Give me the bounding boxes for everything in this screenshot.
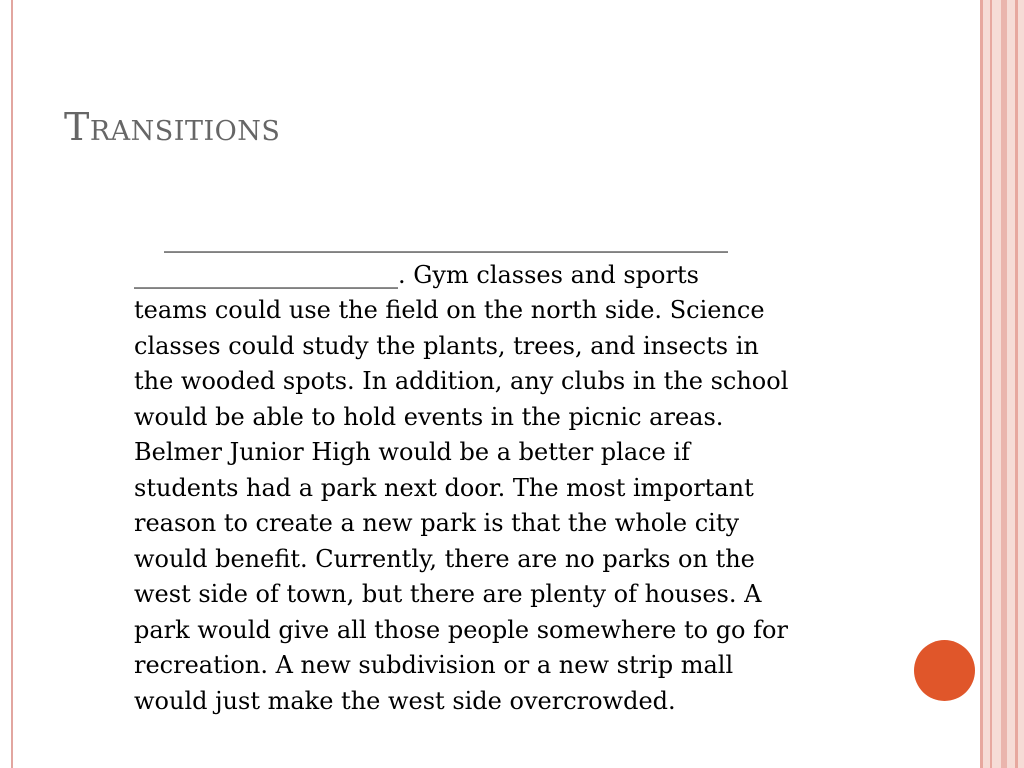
right-stripe bbox=[1015, 0, 1018, 768]
paragraph-line: would benefit. Currently, there are no parks on the bbox=[134, 544, 755, 573]
paragraph-line: would be able to hold events in the picnic areas. bbox=[134, 402, 724, 431]
paragraph-line: students had a park next door. The most important bbox=[134, 473, 754, 502]
paragraph-line: park would give all those people somewhere to go for bbox=[134, 615, 788, 644]
paragraph-line: recreation. A new subdivision or a new strip mall bbox=[134, 651, 734, 679]
paragraph-line: ______________________. Gym classes and sports bbox=[134, 260, 699, 289]
paragraph-line: west side of town, but there are plenty of houses. A bbox=[134, 580, 762, 608]
right-stripe bbox=[980, 0, 983, 768]
body-paragraph bbox=[134, 222, 894, 719]
right-stripe bbox=[990, 0, 992, 768]
accent-circle-decoration bbox=[914, 640, 975, 701]
paragraph-line: classes could study the plants, trees, and insects in bbox=[134, 331, 759, 360]
paragraph-line: _______________________________________________ bbox=[164, 225, 728, 253]
paragraph-line: teams could use the field on the north side. Science bbox=[134, 296, 765, 324]
paragraph-line: would just make the west side overcrowded. bbox=[134, 686, 676, 715]
paragraph-line: reason to create a new park is that the whole city bbox=[134, 509, 740, 537]
right-stripe bbox=[1001, 0, 1007, 768]
slide-title: Transitions bbox=[64, 105, 281, 149]
paragraph-line: Belmer Junior High would be a better place if bbox=[134, 438, 690, 466]
paragraph-line: the wooded spots. In addition, any clubs in the school bbox=[134, 367, 789, 395]
left-border-line bbox=[11, 0, 13, 768]
